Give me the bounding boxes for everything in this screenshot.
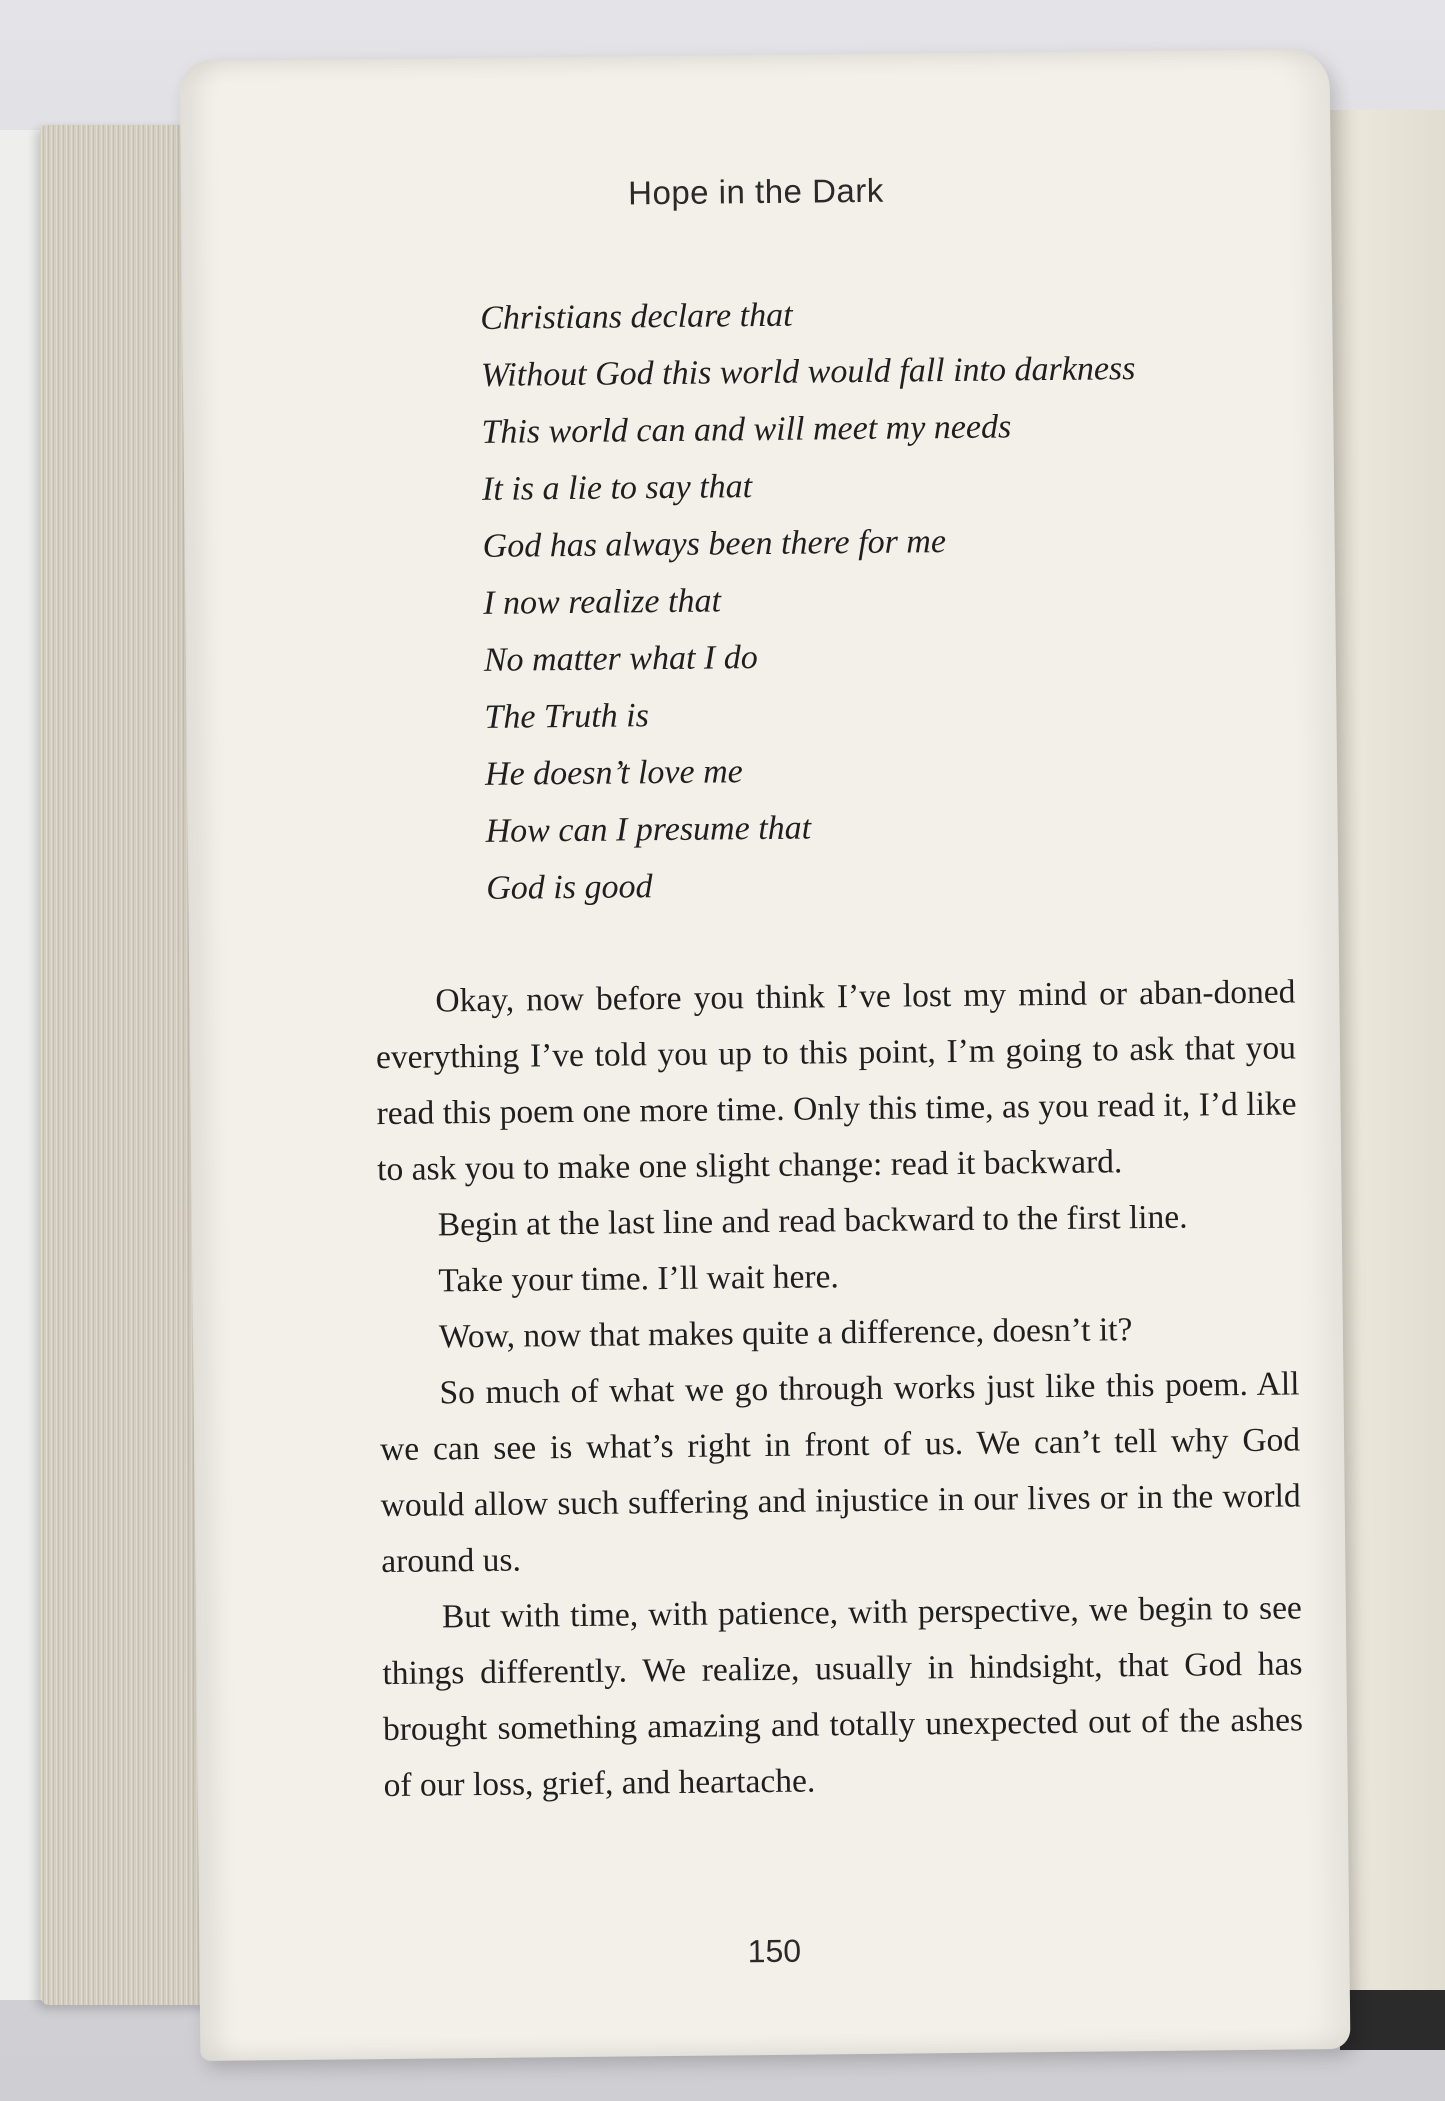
book-cover-corner	[1340, 1990, 1445, 2050]
running-head: Hope in the Dark	[627, 171, 884, 212]
poem-line: How can I presume that	[485, 809, 812, 850]
paragraph: Begin at the last line and read backward to the first line.	[437, 1198, 1188, 1244]
poem	[480, 283, 1141, 917]
poem-line: This world can and will meet my needs	[481, 408, 1012, 451]
book-page	[180, 49, 1351, 2061]
poem-line: No matter what I do	[483, 639, 758, 679]
paragraph: So much of what we go through works just like this poem. All we can see is what’s right in front of us. We can’t tell why God would allow such suffering and injustice in our lives or in the world around us.	[379, 1365, 1301, 1581]
poem-line: God is good	[486, 868, 653, 907]
paragraph: Wow, now that makes quite a difference, doesn’t it?	[438, 1311, 1133, 1356]
paragraph: But with time, with patience, with perspective, we begin to see things differently. We realize, usually in hindsight, that God has brought something amazing and totally unexpected out of the ashes of our loss, grief, and heartache.	[382, 1589, 1304, 1805]
poem-line: Without God this world would fall into darkness	[480, 350, 1136, 394]
page-number: 150	[747, 1932, 802, 1970]
poem-line: God has always been there for me	[482, 523, 947, 565]
poem-line: Christians declare that	[480, 296, 793, 337]
paragraph: Okay, now before you think I’ve lost my mind or aban-doned everything I’ve told you up to this point, I’m going to ask that you read this poem one more time. Only this time, as you read it, I’d like to ask you to make one slight change: read it backward.	[375, 973, 1297, 1189]
poem-line: It is a lie to say that	[481, 468, 753, 508]
body-text	[375, 964, 1304, 1814]
poem-line: He doesn’t love me	[484, 753, 743, 793]
poem-line: The Truth is	[484, 697, 650, 736]
poem-line: I now realize that	[483, 582, 722, 622]
paragraph: Take your time. I’ll wait here.	[438, 1258, 839, 1300]
